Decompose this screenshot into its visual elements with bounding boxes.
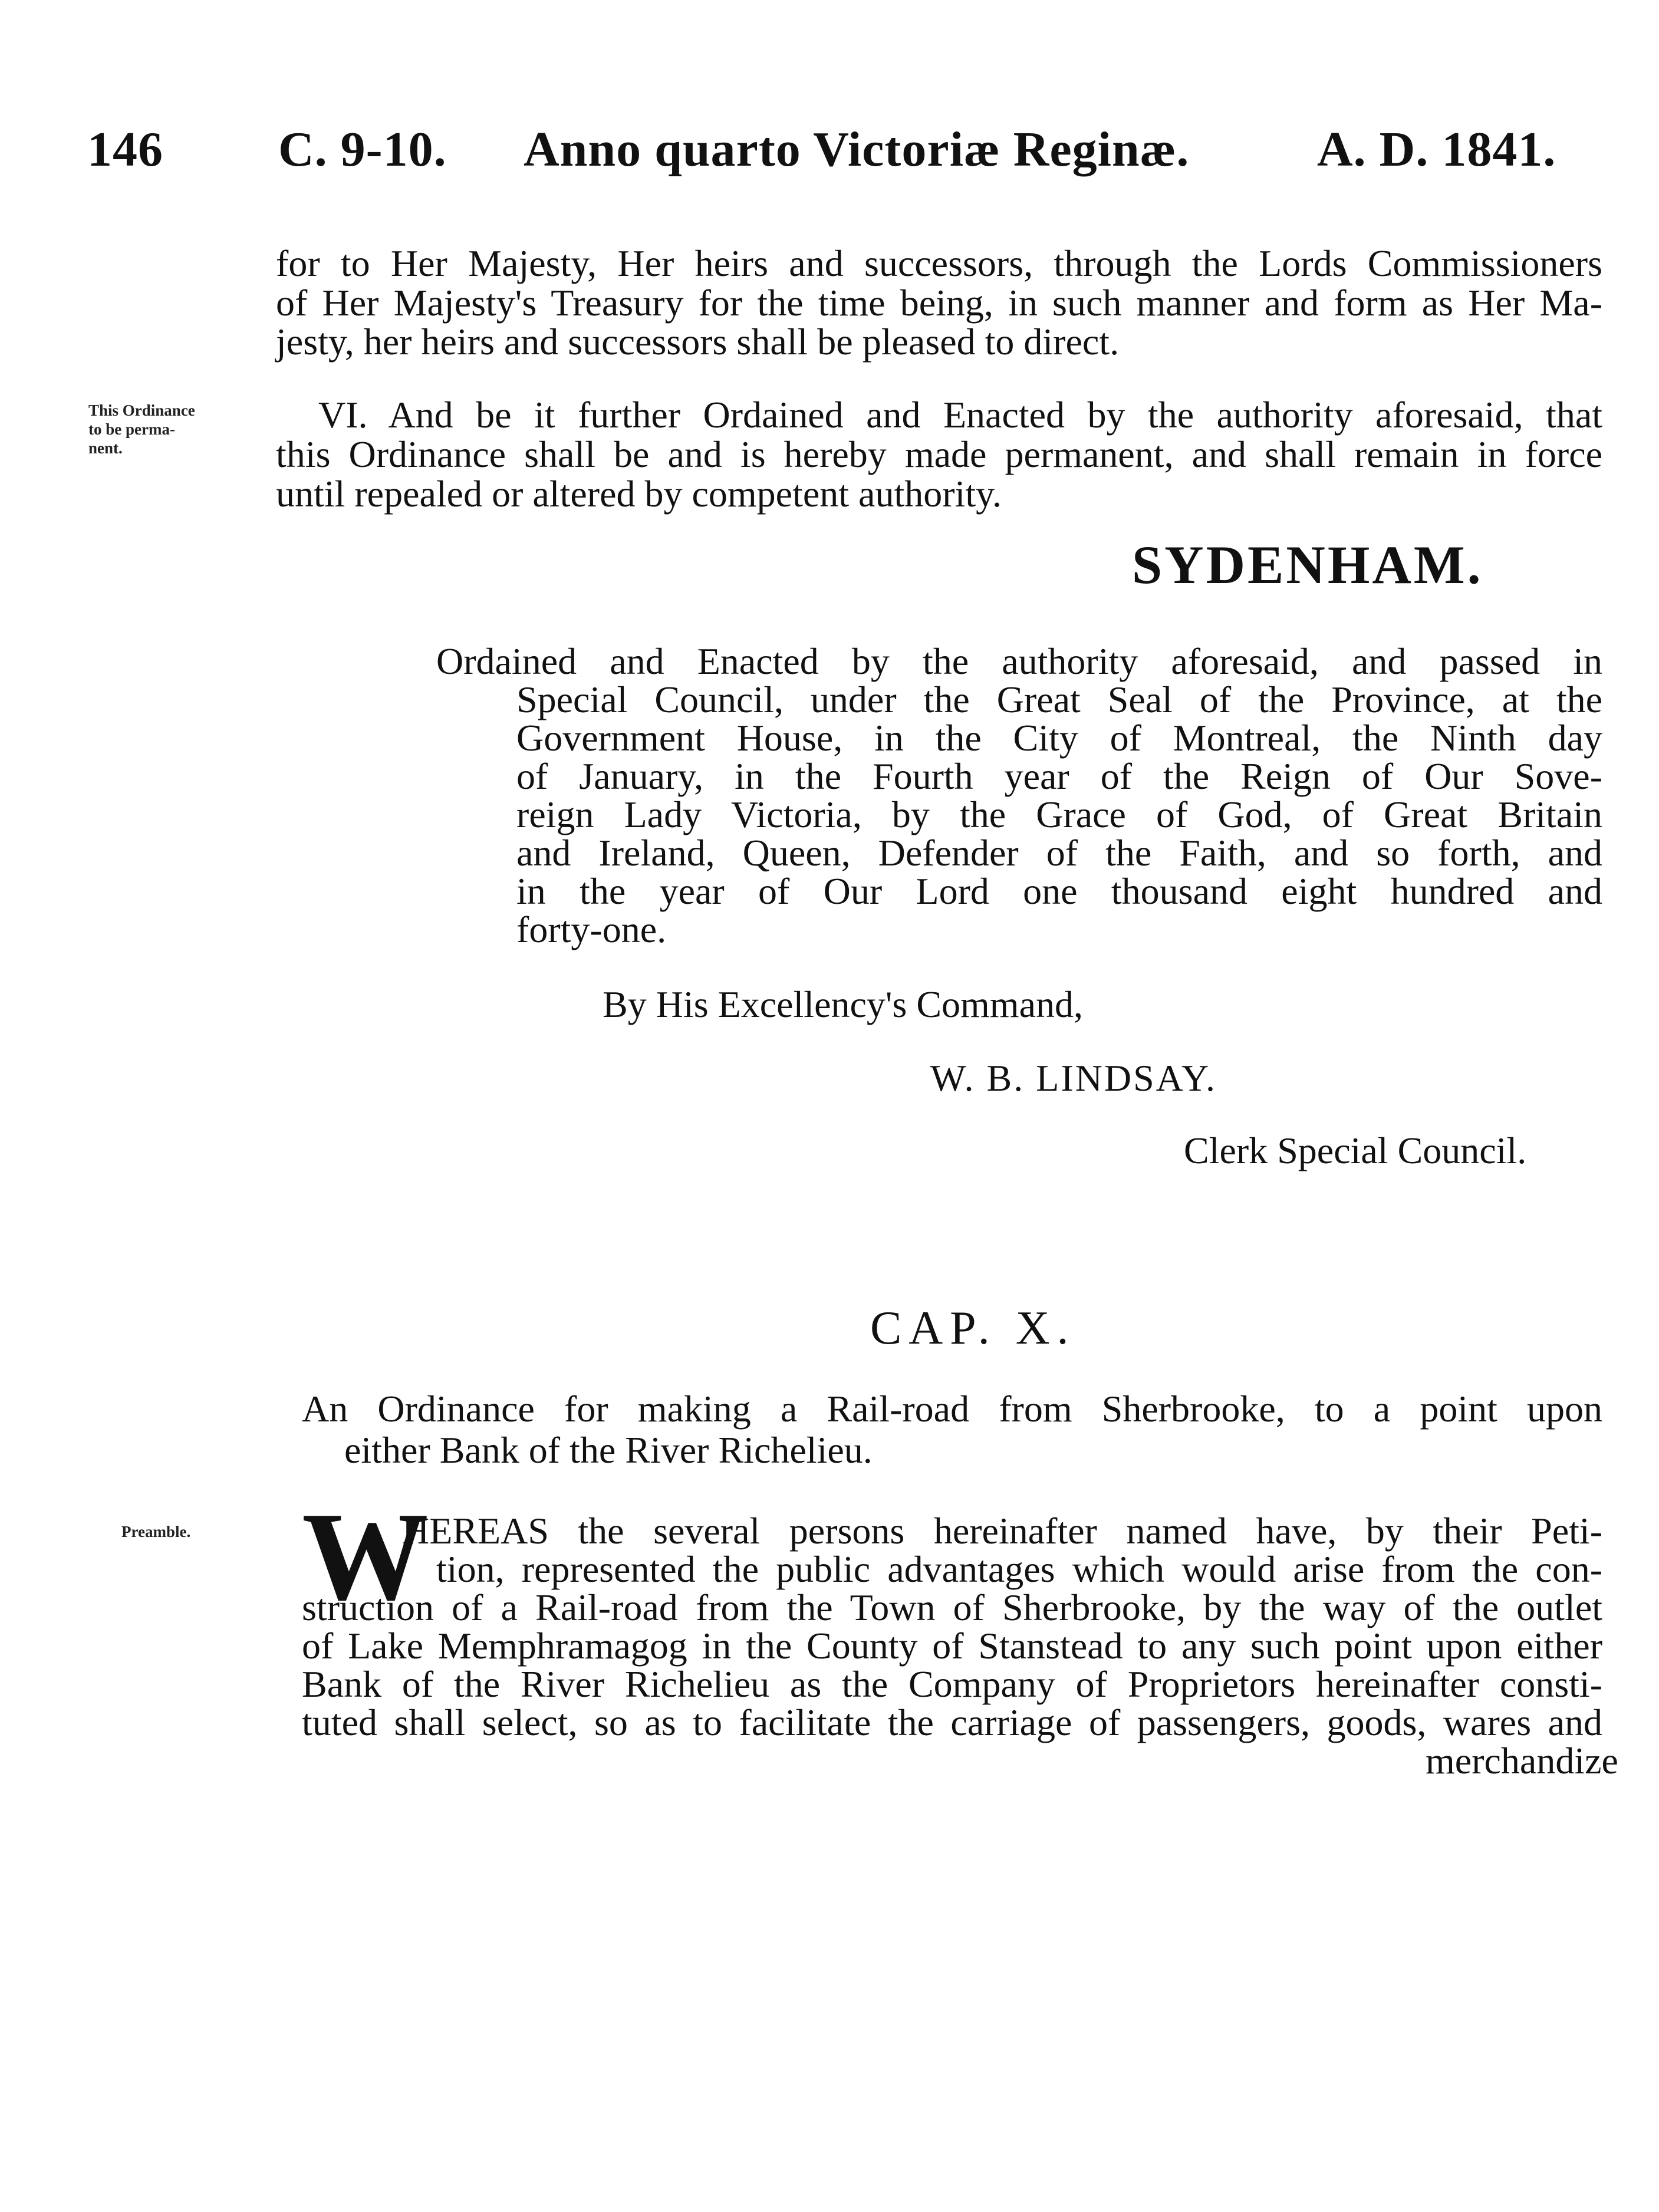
enactment-line: and Ireland, Queen, Defender of the Faith, and so forth, and [516,834,1602,874]
catchword: merchandize [1426,1740,1618,1782]
section-vi-line: VI. And be it further Ordained and Enacted by the authority aforesaid, that [318,396,1602,436]
enactment-line: in the year of Our Lord one thousand eight hundred and [516,873,1602,912]
cap-heading: CAP. X. [870,1302,1076,1354]
preamble-line: HEREAS the several persons hereinafter named have, by their Peti- [402,1512,1602,1552]
year-reference: A. D. 1841. [1317,122,1556,177]
preamble-line: tuted shall select, so as to facilitate the carriage of passengers, goods, wares and [302,1704,1602,1743]
chapter-reference: C. 9-10. [278,122,447,177]
enactment-line: Special Council, under the Great Seal of the Province, at the [516,681,1602,720]
enactment-line: Government House, in the City of Montreal, the Ninth day [516,719,1602,759]
cap-title-line: either Bank of the River Richelieu. [344,1429,873,1471]
enactment-line: Ordained and Enacted by the authority aforesaid, and passed in [436,643,1602,682]
preamble-line: tion, represented the public advantages which would arise from the con- [436,1551,1602,1590]
command-line: By His Excellency's Command, [603,983,1083,1025]
signature-sydenham: SYDENHAM. [1132,535,1483,595]
enactment-line: forty-one. [516,908,667,950]
preamble-line: struction of a Rail-road from the Town of Sherbrooke, by the way of the outlet [302,1589,1602,1628]
margin-note-preamble: Preamble. [121,1523,191,1540]
clerk-name: W. B. LINDSAY. [930,1057,1217,1099]
preamble-line: Bank of the River Richelieu as the Company of Proprietors hereinafter consti- [302,1665,1602,1705]
continuation-line: jesty, her heirs and successors shall be pleased to direct. [276,321,1120,363]
margin-note-line: to be perma- [88,420,175,438]
enactment-line: reign Lady Victoria, by the Grace of God, of Great Britain [516,796,1602,835]
page-number: 146 [87,122,163,177]
drop-cap: W [302,1486,429,1627]
cap-title-line: An Ordinance for making a Rail-road from Sherbrooke, to a point upon [302,1390,1602,1430]
continuation-line: of Her Majesty's Treasury for the time being, in such manner and form as Her Ma- [276,284,1602,324]
section-vi-line: this Ordinance shall be and is hereby made permanent, and shall remain in force [276,436,1602,475]
section-vi-line: until repealed or altered by competent authority. [276,473,1002,515]
clerk-title: Clerk Special Council. [1184,1130,1527,1171]
running-title: Anno quarto Victoriæ Reginæ. [524,122,1190,177]
continuation-line: for to Her Majesty, Her heirs and successors, through the Lords Commissioners [276,245,1602,284]
preamble-line: of Lake Memphramagog in the County of Stanstead to any such point upon either [302,1627,1602,1667]
margin-note-line: This Ordinance [88,401,195,419]
margin-note-line: nent. [88,439,123,457]
enactment-line: of January, in the Fourth year of the Reign of Our Sove- [516,758,1602,797]
